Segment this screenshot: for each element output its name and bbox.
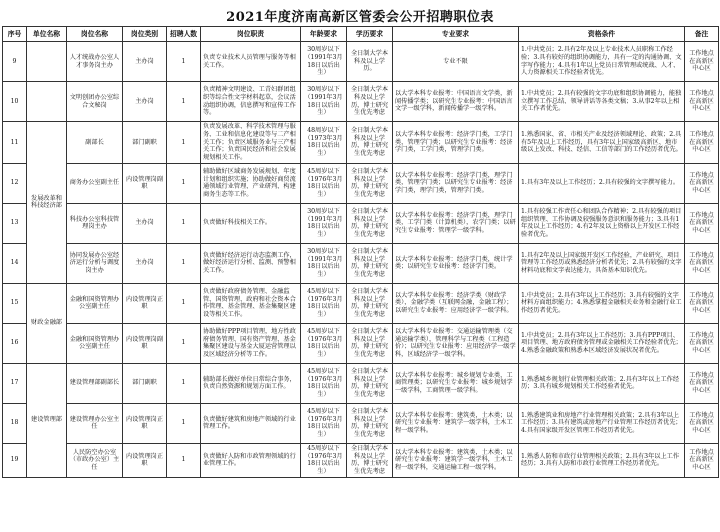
- unit-cell: [27, 82, 67, 122]
- education-requirement: 全日制大学本科及以上学历，博士研究生优先考虑: [347, 122, 393, 164]
- post-name: 人才统战办公室人才事务岗主办: [67, 42, 123, 82]
- age-requirement: 30周岁以下（1991年3月18日以后出生）: [301, 82, 347, 122]
- qualification: 1.中共党员；2.具有3年以上工作经历；3.具有较强的文字材料方面组织能力；4.熟悉掌握金融相关业务和金融行业工作经历者优先。: [519, 283, 685, 323]
- qualification: 1.熟悉人防和市政行业管理相关政策；2.具有3年以上工作经历；3.具有人防和市政行业管理工作经历者优先。: [519, 443, 685, 477]
- post-name: 科技办公室科技管理岗主办: [67, 203, 123, 243]
- age-requirement: 45周岁以下（1976年3月18日以后出生）: [301, 403, 347, 443]
- table-row: [3, 323, 719, 363]
- table-row: [3, 443, 719, 477]
- unit-cell: 建设管理部: [27, 363, 67, 477]
- major-requirement: 以大学本科专业报考：经济学门类，理学门类，工学门类（计算机类），农学门类；以研究生专业报考：管理学一级学科。: [393, 203, 519, 243]
- major-requirement: 以大学本科专业报考：建筑类，土木类；以研究生专业报考：建筑学一级学科，土木工程一级学科。: [393, 403, 519, 443]
- row-number: 17: [3, 363, 27, 403]
- unit-cell: 财政金融部: [27, 283, 67, 363]
- post-category: 主办岗: [123, 82, 167, 122]
- hire-count: 1: [167, 443, 201, 477]
- education-requirement: 全日制大学本科及以上学历，博士研究生优先考虑: [347, 403, 393, 443]
- post-duty: 协助做好PPP项目管理，地方性政府债务管理、国有资产管理、基金集聚区建设与基金大厦运营管理以及区域经济分析等工作。: [201, 323, 301, 363]
- major-requirement: 以大学本科专业报考：经济学门类，理学门类，管理学门类；以研究生专业报考：经济学门类，理学门类，管理学门类。: [393, 163, 519, 203]
- post-category: 内设管理岗副职: [123, 323, 167, 363]
- row-number: 12: [3, 163, 27, 203]
- post-category: 部门副职: [123, 122, 167, 164]
- note: 工作地点在高新区中心区: [685, 323, 719, 363]
- header-cell: 岗位类别: [123, 27, 167, 42]
- hire-count: 1: [167, 42, 201, 82]
- note: 工作地点在高新区中心区: [685, 42, 719, 82]
- age-requirement: 45周岁以下（1976年3月18日以后出生）: [301, 323, 347, 363]
- post-name: 文明创团办公室综合文秘岗: [67, 82, 123, 122]
- education-requirement: 全日制大学本科及以上学历，博士研究生优先考虑: [347, 163, 393, 203]
- note: 工作地点在高新区中心区: [685, 443, 719, 477]
- header-row: [3, 27, 719, 42]
- major-requirement: 专业不限: [393, 42, 519, 82]
- age-requirement: 30周岁以下（1991年3月18日以后出生）: [301, 42, 347, 82]
- post-duty: 负责做好人防和市政管理领域的行业管理工作。: [201, 443, 301, 477]
- post-duty: 负责做好科技相关工作。: [201, 203, 301, 243]
- post-name: 协同发展办公室经济运行分析与调度岗主办: [67, 243, 123, 283]
- age-requirement: 45周岁以下（1976年3月18日以后出生）: [301, 363, 347, 403]
- education-requirement: 全日制大学本科及以上学历，博士研究生优先考虑: [347, 363, 393, 403]
- header-cell: 单位名称: [27, 27, 67, 42]
- post-duty: 负责做好经济运行动态监测工作，做好经济运行分析、监测、预警相关工作。: [201, 243, 301, 283]
- table-row: [3, 403, 719, 443]
- table-row: [3, 283, 719, 323]
- age-requirement: 30周岁以下（1991年3月18日以后出生）: [301, 243, 347, 283]
- note: 工作地点在高新区中心区: [685, 283, 719, 323]
- unit-cell: 发展改革和科技经济部: [27, 122, 67, 284]
- education-requirement: 全日制大学本科及以上学历。: [347, 42, 393, 82]
- note: 工作地点在高新区中心区: [685, 122, 719, 164]
- qualification: 1.具有3年及以上工作经历；2.具有较强的文字撰写能力。: [519, 163, 685, 203]
- hire-count: 1: [167, 122, 201, 164]
- education-requirement: 全日制大学本科及以上学历，博士研究生优先考虑: [347, 283, 393, 323]
- major-requirement: 以大学本科专业报考：经济学门类，工学门类，管理学门类；以研究生专业报考：经济学门类，工学门类，管理学门类。: [393, 122, 519, 164]
- post-duty: 负责做好政府债务管理、金融监管、国资管理、政府和社会资本合作管理、基金管理、基金集聚区建设等相关工作。: [201, 283, 301, 323]
- qualification: 1.熟悉城乡规划行业管理相关政策；2.具有3年以上工作经历；3.具有城乡规划相关工作经验者优先。: [519, 363, 685, 403]
- post-category: 内设管理岗正职: [123, 403, 167, 443]
- qualification: 1.熟悉国家、省、市相关产业及经济领域理论、政策；2.具有5年及以上工作经历，具有3年以上国家级高新区、地市级以上发改、科技、经信、工信等部门的工作经历者优先。: [519, 122, 685, 164]
- header-cell: 岗位职责: [201, 27, 301, 42]
- note: 工作地点在高新区中心区: [685, 203, 719, 243]
- table-row: [3, 82, 719, 122]
- major-requirement: 以大学本科专业报考：城乡规划专业类，工商管理类；以研究生专业报考：城乡规划学一级学科，工商管理一级学科。: [393, 363, 519, 403]
- education-requirement: 全日制大学本科及以上学历，博士研究生优先考虑: [347, 243, 393, 283]
- age-requirement: 45周岁以下（1976年3月18日以后出生）: [301, 163, 347, 203]
- header-cell: 年龄要求: [301, 27, 347, 42]
- education-requirement: 全日制大学本科及以上学历，博士研究生优先考虑: [347, 203, 393, 243]
- post-duty: 负责做好建筑和房地产领域的行业管理工作。: [201, 403, 301, 443]
- table-row: [3, 122, 719, 164]
- row-number: 10: [3, 82, 27, 122]
- post-duty: 负责专业技术人员管理与服务等相关工作。: [201, 42, 301, 82]
- note: 工作地点在高新区中心区: [685, 82, 719, 122]
- table-row: [3, 163, 719, 203]
- row-number: 16: [3, 323, 27, 363]
- row-number: 9: [3, 42, 27, 82]
- post-category: 主办岗: [123, 243, 167, 283]
- major-requirement: 以大学本科专业报考：经济学类（财政学类），金融学类（互联网金融，金融工程）；以研究生专业报考：应用经济学一级学科。: [393, 283, 519, 323]
- page-title: 2021年度济南高新区管委会公开招聘职位表: [226, 10, 494, 25]
- age-requirement: 45周岁以下（1976年3月18日以后出生）: [301, 283, 347, 323]
- hire-count: 1: [167, 283, 201, 323]
- header-cell: 备注: [685, 27, 719, 42]
- post-name: 副部长: [67, 122, 123, 164]
- row-number: 14: [3, 243, 27, 283]
- education-requirement: 全日制大学本科及以上学历，博士研究生优先考虑: [347, 82, 393, 122]
- hire-count: 1: [167, 403, 201, 443]
- hire-count: 1: [167, 363, 201, 403]
- post-name: 建设管理办公室主任: [67, 403, 123, 443]
- recruitment-table: [2, 26, 719, 478]
- post-duty: 负责精神文明建设、工青妇群团组织等综合性文字材料起草，会议活动组织协调，信息撰写和宣传工作等。: [201, 82, 301, 122]
- age-requirement: 30周岁以下（1991年3月18日以后出生）: [301, 203, 347, 243]
- post-category: 内设管理岗正职: [123, 283, 167, 323]
- major-requirement: 以大学本科专业报考：中国语言文学类，新闻传播学类；以研究生专业报考：中国语言文学一级学科，新闻传播学一级学科。: [393, 82, 519, 122]
- post-category: 内设管理岗副职: [123, 163, 167, 203]
- age-requirement: 48周岁以下（1973年3月18日以后出生）: [301, 122, 347, 164]
- qualification: 1.具有较强工作责任心和团队合作精神；2.具有较强的项目组织管理、工作协调及较强服务意识和服务能力；3.具有1年及以上工作经历；4.有2年及以上资格以上开发区工作经验者优先。: [519, 203, 685, 243]
- row-number: 19: [3, 443, 27, 477]
- note: 工作地点在高新区中心区: [685, 363, 719, 403]
- unit-cell: [27, 42, 67, 82]
- row-number: 15: [3, 283, 27, 323]
- row-number: 18: [3, 403, 27, 443]
- header-cell: 资格条件: [519, 27, 685, 42]
- note: 工作地点在高新区中心区: [685, 163, 719, 203]
- post-category: 内设管理岗正职: [123, 443, 167, 477]
- header-cell: 序号: [3, 27, 27, 42]
- major-requirement: 以大学本科专业报考：交通运输管理类（交通运输学类），管理科学与工程类（工程造价）；以研究生专业报考：应用经济学一级学科，区域经济学一级学科。: [393, 323, 519, 363]
- note: 工作地点在高新区中心区: [685, 243, 719, 283]
- hire-count: 1: [167, 163, 201, 203]
- header-cell: 学历要求: [347, 27, 393, 42]
- education-requirement: 全日制大学本科及以上学历，博士研究生优先考虑: [347, 443, 393, 477]
- table-row: [3, 203, 719, 243]
- post-name: 金融和国资管理办公室副主任: [67, 283, 123, 323]
- hire-count: 1: [167, 82, 201, 122]
- table-row: [3, 243, 719, 283]
- qualification: 1.中共党员；2.具有3年以上工作经历；3.具有PPP项目、项目管理、地方政府债务管理或金融相关工作经验者优先；4.熟悉金融政策和熟悉本区域经济发展状况者优先。: [519, 323, 685, 363]
- post-name: 商务办公室副主任: [67, 163, 123, 203]
- post-duty: 辅助部长做好单位日常综合事务，负责自然资源和规划方面工作。: [201, 363, 301, 403]
- post-name: 建设管理部副部长: [67, 363, 123, 403]
- post-category: 部门副职: [123, 363, 167, 403]
- post-name: 人民防空办公室（市政办公室）主任: [67, 443, 123, 477]
- age-requirement: 45周岁以下（1976年3月18日以后出生）: [301, 443, 347, 477]
- table-row: [3, 363, 719, 403]
- note: 工作地点在高新区中心区: [685, 403, 719, 443]
- post-duty: 辅助做好区域商务发展规划、年度计划和组织实施；协助做好商贸流通领域行业管理、产业研判、构建商务生态等工作。: [201, 163, 301, 203]
- major-requirement: 以大学本科专业报考：经济学门类，统计学类；以研究生专业报考：经济学门类。: [393, 243, 519, 283]
- post-name: 金融和国资管理办公室副主任: [67, 323, 123, 363]
- post-duty: 负责发展改革、科学技术管理与服务、工业和信息化建设等与二产相关工作；负责区域服务业与三产相关工作；负责国民经济和社会发展规划相关工作。: [201, 122, 301, 164]
- education-requirement: 全日制大学本科及以上学历，博士研究生优先考虑: [347, 323, 393, 363]
- hire-count: 1: [167, 203, 201, 243]
- header-cell: 招聘人数: [167, 27, 201, 42]
- major-requirement: 以大学本科专业报考：建筑类，土木类；以研究生专业报考：建筑学一级学科，土木工程一级学科，交通运输工程一级学科。: [393, 443, 519, 477]
- qualification: 1.具有2年及以上国家级开发区工作经验，产业研究、项目管理等工作经历或熟悉经济分析者优先；2.具有较强的文字材料功底和文字表达能力，具备基本知识优先。: [519, 243, 685, 283]
- qualification: 1.中共党员；2.具有2年及以上专业技术人员职称工作经验；3.具有较好的组织协调能力，具有一定的沟通协调、文字写作能力；4.具有1年以上党员日常管理或统战、人才、人力资源相关工作经验者优先。: [519, 42, 685, 82]
- header-cell: 专业要求: [393, 27, 519, 42]
- row-number: 11: [3, 122, 27, 164]
- header-cell: 岗位名称: [67, 27, 123, 42]
- table-row: [3, 42, 719, 82]
- row-number: 13: [3, 203, 27, 243]
- post-category: 主办岗: [123, 42, 167, 82]
- post-category: 主办岗: [123, 203, 167, 243]
- hire-count: 1: [167, 243, 201, 283]
- hire-count: 1: [167, 323, 201, 363]
- qualification: 1.熟悉建筑业和房地产行业管理相关政策；2.具有3年以上工作经历；3.具有建筑或房地产行业管理工作经历者优先；4.具有国家级开发区管理工作经历者优先。: [519, 403, 685, 443]
- qualification: 1.中共党员；2.具有较强的文字功底和组织协调能力，能独立撰写工作总结、领导讲话等各类文稿；3.从事2年以上相关工作者优先。: [519, 82, 685, 122]
